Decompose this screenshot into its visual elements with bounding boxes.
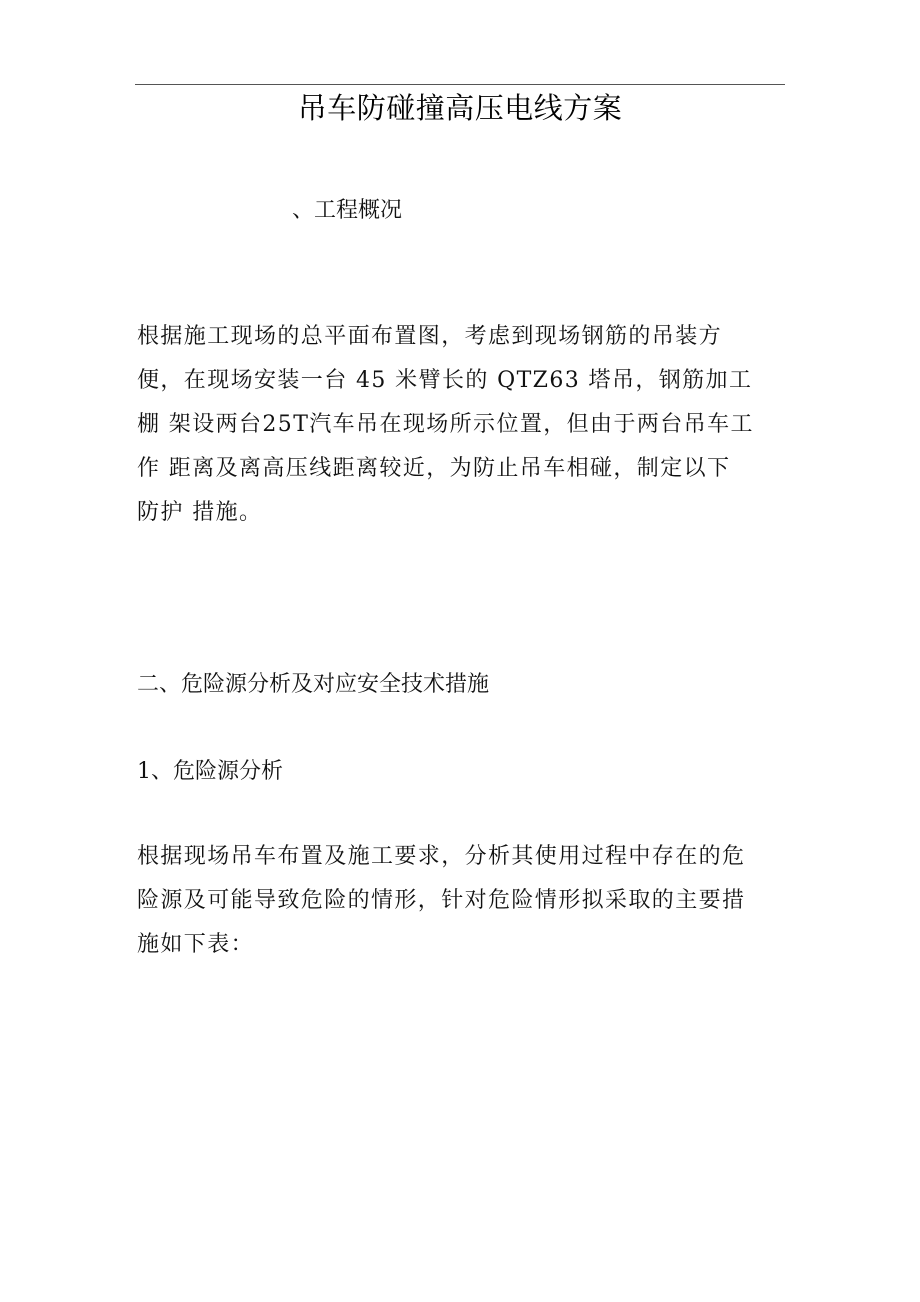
paragraph-line: 根据施工现场的总平面布置图，考虑到现场钢筋的吊装方 <box>137 324 723 349</box>
paragraph-line: 便，在现场安装一台 45 米臂长的 QTZ63 塔吊，钢筋加工 <box>137 368 753 393</box>
document-title: 吊车防碰撞高压电线方案 <box>297 91 623 125</box>
hazard-analysis-paragraph <box>137 835 787 967</box>
paragraph-line: 棚 架设两台25T汽车吊在现场所示位置，但由于两台吊车工 <box>137 412 754 437</box>
paragraph-line: 险源及可能导致危险的情形，针对危险情形拟采取的主要措 <box>137 888 746 913</box>
paragraph-line: 施如下表： <box>137 932 255 957</box>
project-overview-paragraph <box>137 315 787 535</box>
subheading-hazard-source-analysis: 1、危险源分析 <box>137 759 283 784</box>
paragraph-line: 作 距离及离高压线距离较近，为防止吊车相碰，制定以下 <box>137 456 731 481</box>
paragraph-line: 根据现场吊车布置及施工要求，分析其使用过程中存在的危 <box>137 844 746 869</box>
section-heading-hazard-analysis: 二、危险源分析及对应安全技术措施 <box>137 672 490 697</box>
section-heading-project-overview: 、工程概况 <box>292 198 403 223</box>
paragraph-line: 防护 措施。 <box>137 500 263 525</box>
header-rule <box>135 84 785 85</box>
